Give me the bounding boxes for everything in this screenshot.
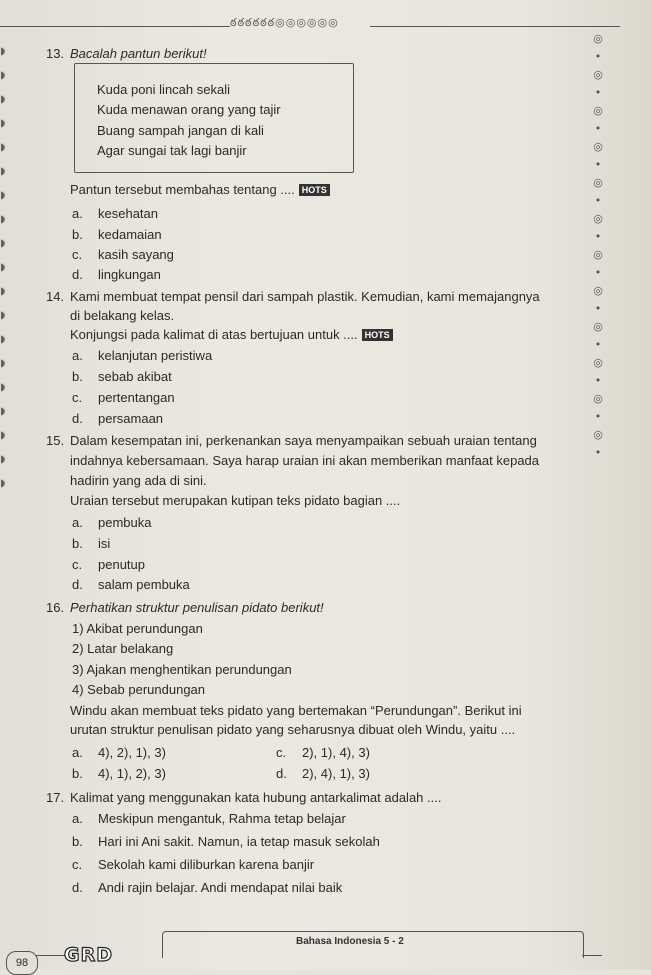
- option-letter: a.: [72, 811, 83, 826]
- option-b[interactable]: [72, 369, 172, 384]
- question-17-number: 17.: [46, 790, 65, 805]
- option-letter: b.: [72, 369, 83, 384]
- question-13-number: 13.: [46, 46, 65, 61]
- question-15-line-3: hadirin yang ada di sini.: [70, 473, 207, 488]
- question-15-question: Uraian tersebut merupakan kutipan teks pidato bagian ....: [70, 493, 401, 508]
- option-text: Hari ini Ani sakit. Namun, ia tetap masuk sekolah: [98, 834, 380, 849]
- option-b[interactable]: [72, 227, 162, 242]
- option-text: 4), 2), 1), 3): [98, 745, 166, 760]
- question-13-prompt: Bacalah pantun berikut!: [70, 46, 207, 61]
- option-letter: c.: [72, 557, 83, 572]
- question-14-line-2: di belakang kelas.: [70, 308, 175, 323]
- option-d[interactable]: [72, 267, 161, 282]
- option-b[interactable]: [72, 766, 166, 781]
- question-13-text: [70, 182, 600, 199]
- book-title: Bahasa Indonesia 5 - 2: [296, 936, 404, 947]
- option-text: kelanjutan peristiwa: [98, 348, 213, 363]
- option-a[interactable]: [72, 745, 166, 760]
- option-d[interactable]: [72, 411, 163, 426]
- option-text: kasih sayang: [98, 247, 174, 262]
- question-14-line-1: Kami membuat tempat pensil dari sampah plastik. Kemudian, kami memajangnya: [70, 289, 540, 304]
- option-text: Sekolah kami diliburkan karena banjir: [98, 857, 315, 872]
- option-text: 2), 4), 1), 3): [302, 766, 370, 781]
- option-a[interactable]: [72, 811, 346, 826]
- option-letter: a.: [72, 745, 83, 760]
- question-14-number: 14.: [46, 289, 65, 304]
- option-text: Andi rajin belajar. Andi mendapat nilai baik: [98, 880, 343, 895]
- option-c[interactable]: [72, 857, 314, 872]
- structure-item: 1) Akibat perundungan: [72, 621, 203, 636]
- option-c[interactable]: [72, 390, 175, 405]
- question-16-line-1: Windu akan membuat teks pidato yang bertemakan “Perundungan”. Berikut ini: [70, 703, 522, 718]
- option-text: sebab akibat: [98, 369, 172, 384]
- option-letter: a.: [72, 206, 83, 221]
- question-15-number: 15.: [46, 433, 65, 448]
- question-16-number: 16.: [46, 600, 65, 615]
- option-text: salam pembuka: [98, 577, 190, 592]
- option-text: lingkungan: [98, 267, 161, 282]
- option-text: pembuka: [98, 515, 152, 530]
- option-c[interactable]: [72, 247, 174, 262]
- option-letter: b.: [72, 766, 83, 781]
- question-15-line-1: Dalam kesempatan ini, perkenankan saya menyampaikan sebuah uraian tentang: [70, 433, 537, 448]
- structure-item: 4) Sebab perundungan: [72, 682, 206, 697]
- option-letter: a.: [72, 515, 83, 530]
- option-a[interactable]: [72, 206, 158, 221]
- question-14-question: Konjungsi pada kalimat di atas bertujuan untuk ....: [70, 327, 358, 342]
- right-margin-ornament: ◎ • ◎ • ◎ • ◎ • ◎ • ◎ • ◎ • ◎ • ◎ • ◎ • ◎ • ◎ •: [593, 32, 603, 459]
- pantun-box: [74, 63, 354, 173]
- footer-rule: [36, 955, 66, 956]
- option-d[interactable]: [276, 766, 370, 781]
- option-c[interactable]: [72, 557, 145, 572]
- option-letter: c.: [72, 247, 83, 262]
- publisher-logo: GRD: [64, 944, 113, 966]
- option-text: pertentangan: [98, 390, 175, 405]
- pantun-line: Kuda menawan orang yang tajir: [97, 102, 281, 117]
- page-number: 98: [6, 951, 38, 975]
- hots-badge: HOTS: [299, 184, 330, 196]
- option-c[interactable]: [276, 745, 370, 760]
- option-letter: d.: [72, 880, 83, 895]
- option-letter: b.: [72, 834, 83, 849]
- top-border-ornament: [0, 17, 620, 30]
- question-15-line-2: indahnya kebersamaan. Saya harap uraian ini akan memberikan manfaat kepada: [70, 453, 540, 468]
- option-letter: d.: [72, 577, 83, 592]
- option-text: persamaan: [98, 411, 164, 426]
- swirl-ornament-icon: ఠఠఠఠఠఠ◎◎◎◎◎◎: [230, 17, 339, 29]
- pantun-line: Kuda poni lincah sekali: [97, 82, 230, 97]
- option-letter: a.: [72, 348, 83, 363]
- structure-item: 2) Latar belakang: [72, 641, 174, 656]
- option-text: 4), 1), 2), 3): [98, 766, 166, 781]
- structure-item: 3) Ajakan menghentikan perundungan: [72, 662, 292, 677]
- pantun-line: Agar sungai tak lagi banjir: [97, 143, 247, 158]
- question-16-prompt: Perhatikan struktur penulisan pidato berikut!: [70, 600, 324, 615]
- option-letter: c.: [276, 745, 287, 760]
- option-letter: d.: [72, 267, 83, 282]
- option-text: Meskipun mengantuk, Rahma tetap belajar: [98, 811, 346, 826]
- option-text: isi: [98, 536, 111, 551]
- option-letter: d.: [72, 411, 83, 426]
- option-text: kedamaian: [98, 227, 162, 242]
- question-16-line-2: urutan struktur penulisan pidato yang seharusnya dibuat oleh Windu, yaitu ....: [70, 722, 516, 737]
- option-text: 2), 1), 4), 3): [302, 745, 370, 760]
- left-margin-ornament: ◗ ◗ ◗ ◗ ◗ ◗ ◗ ◗ ◗ ◗ ◗ ◗ ◗ ◗ ◗ ◗ ◗ ◗ ◗: [0, 46, 6, 489]
- option-letter: b.: [72, 536, 83, 551]
- option-b[interactable]: [72, 834, 380, 849]
- option-letter: c.: [72, 390, 83, 405]
- option-letter: c.: [72, 857, 83, 872]
- pantun-line: Buang sampah jangan di kali: [97, 123, 264, 138]
- footer-rule: [582, 955, 602, 956]
- option-letter: d.: [276, 766, 287, 781]
- option-text: kesehatan: [98, 206, 158, 221]
- option-a[interactable]: [72, 348, 212, 363]
- option-letter: b.: [72, 227, 83, 242]
- hots-badge: HOTS: [362, 329, 393, 341]
- question-17-question: Kalimat yang menggunakan kata hubung antarkalimat adalah ....: [70, 790, 442, 805]
- question-13-question: Pantun tersebut membahas tentang ....: [70, 182, 295, 197]
- option-text: penutup: [98, 557, 145, 572]
- option-a[interactable]: [72, 515, 151, 530]
- option-d[interactable]: [72, 577, 190, 592]
- option-b[interactable]: [72, 536, 110, 551]
- question-14-text: [70, 327, 600, 344]
- option-d[interactable]: [72, 880, 342, 895]
